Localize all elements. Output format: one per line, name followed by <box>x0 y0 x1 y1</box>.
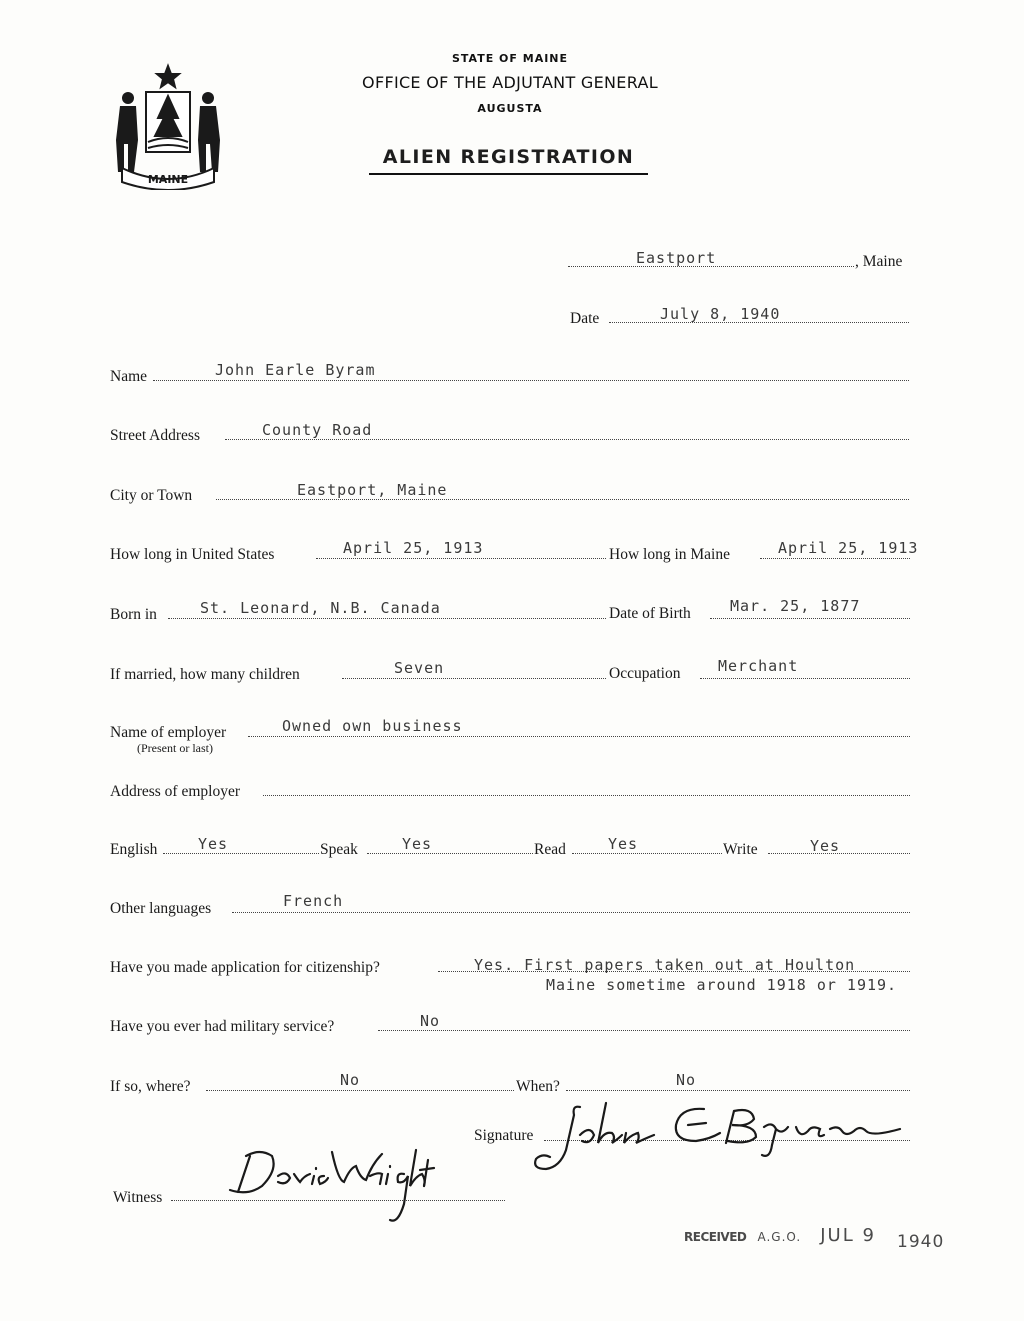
place-suffix: , Maine <box>855 253 903 270</box>
how-long-maine-line <box>760 558 910 559</box>
city-value: Eastport, Maine <box>297 481 448 499</box>
stamp-year: 1940 <box>897 1232 945 1252</box>
when-line <box>566 1090 910 1091</box>
date-of-birth-label: Date of Birth <box>609 605 691 622</box>
speak-value: Yes <box>402 835 433 853</box>
date-label: Date <box>570 310 600 327</box>
children-value: Seven <box>394 659 445 677</box>
how-long-maine-label: How long in Maine <box>609 546 730 563</box>
citizenship-label: Have you made application for citizenship? <box>110 959 380 976</box>
header-office: OFFICE OF THE ADJUTANT GENERAL <box>362 73 658 92</box>
stamp-office: A.G.O. <box>757 1230 802 1244</box>
city-label: City or Town <box>110 487 193 504</box>
where-line <box>206 1090 514 1091</box>
employer-value: Owned own business <box>282 717 463 735</box>
write-value: Yes <box>810 837 841 855</box>
other-languages-value: French <box>283 892 344 910</box>
military-label: Have you ever had military service? <box>110 1018 335 1035</box>
employer-line <box>248 736 910 737</box>
read-value: Yes <box>608 835 639 853</box>
place-value: Eastport <box>636 249 717 267</box>
occupation-label: Occupation <box>609 665 681 682</box>
write-label: Write <box>723 841 758 858</box>
date-of-birth-line <box>710 618 910 619</box>
name-line <box>153 380 909 381</box>
header-state: STATE OF MAINE <box>451 52 569 65</box>
stamp-label: RECEIVED <box>684 1230 747 1244</box>
applicant-signature <box>520 1095 920 1175</box>
born-in-value: St. Leonard, N.B. Canada <box>200 599 441 617</box>
received-stamp <box>684 1225 945 1252</box>
military-value: No <box>420 1012 441 1030</box>
employer-address-label: Address of employer <box>110 783 240 800</box>
how-long-us-label: How long in United States <box>110 546 275 563</box>
name-value: John Earle Byram <box>215 361 376 379</box>
header-city: AUGUSTA <box>477 102 543 115</box>
employer-address-line <box>263 795 910 796</box>
speak-line <box>367 853 533 854</box>
military-line <box>378 1030 910 1031</box>
occupation-value: Merchant <box>718 657 799 675</box>
name-label: Name <box>110 368 148 385</box>
seal-banner-text: MAINE <box>147 173 189 186</box>
street-address-line <box>225 439 909 440</box>
how-long-us-line <box>316 558 606 559</box>
witness-label: Witness <box>113 1189 163 1206</box>
how-long-us-value: April 25, 1913 <box>343 539 484 557</box>
read-label: Read <box>534 841 566 858</box>
citizenship-value-line2: Maine sometime around 1918 or 1919. <box>546 976 898 994</box>
occupation-line <box>700 678 910 679</box>
children-line <box>342 678 606 679</box>
street-address-value: County Road <box>262 421 373 439</box>
born-in-line <box>168 618 606 619</box>
street-address-label: Street Address <box>110 427 200 444</box>
born-in-label: Born in <box>110 606 157 623</box>
speak-label: Speak <box>320 841 358 858</box>
date-of-birth-value: Mar. 25, 1877 <box>730 597 861 615</box>
stamp-date: JUL 9 <box>820 1225 876 1246</box>
employer-sublabel: (Present or last) <box>137 741 213 755</box>
maine-state-seal <box>108 60 228 190</box>
english-label: English <box>110 841 158 858</box>
city-line <box>216 499 909 500</box>
employer-label: Name of employer <box>110 724 227 741</box>
other-languages-label: Other languages <box>110 900 212 917</box>
date-value: July 8, 1940 <box>660 305 781 323</box>
where-label: If so, where? <box>110 1078 191 1095</box>
english-line <box>163 853 319 854</box>
read-line <box>572 853 722 854</box>
witness-signature <box>220 1140 440 1230</box>
when-label: When? <box>516 1078 560 1095</box>
signature-label: Signature <box>474 1127 534 1144</box>
citizenship-value-line1: Yes. First papers taken out at Houlton <box>474 956 856 974</box>
children-label: If married, how many children <box>110 666 300 683</box>
how-long-maine-value: April 25, 1913 <box>778 539 919 557</box>
where-value: No <box>340 1071 361 1089</box>
other-languages-line <box>232 912 910 913</box>
when-value: No <box>676 1071 697 1089</box>
english-value: Yes <box>198 835 229 853</box>
form-title: ALIEN REGISTRATION <box>369 146 648 175</box>
